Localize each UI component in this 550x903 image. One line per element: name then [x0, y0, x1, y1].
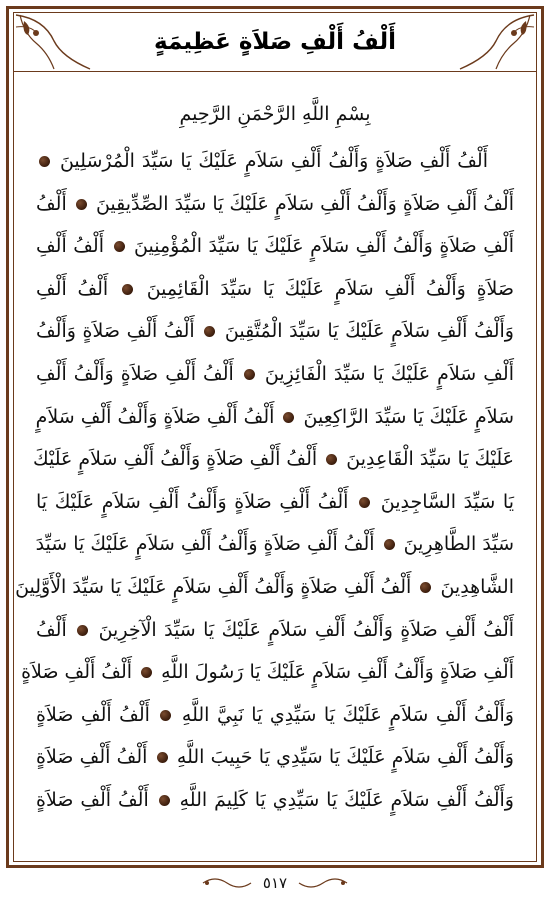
header-title: أَلْفُ أَلْفِ صَلاَةٍ عَظِيمَةٍ — [154, 28, 396, 55]
litany-phrase: سَلاَمٍ عَلَيْكَ يَا سَيِّدَ الرَّاكِعِينَ — [303, 405, 514, 428]
litany-phrase-continuation: أَلْفُ أَلْفِ صَلاَةٍ وَأَلْفُ أَلْفِ سَلاَمٍ عَلَيْكَ — [32, 448, 318, 471]
litany-phrase: أَلْفِ صَلاَةٍ وَأَلْفُ أَلْفِ سَلاَمٍ عَلَيْكَ يَا رَسُولَ اللَّهِ — [161, 661, 514, 684]
litany-line — [36, 396, 514, 439]
litany-phrase-continuation: أَلْفُ أَلْفِ — [36, 235, 104, 258]
litany-phrase: يَا سَيِّدَ السَّاجِدِينَ — [380, 490, 514, 513]
basmala-calligraphy — [150, 92, 400, 136]
separator-dot-icon — [141, 667, 152, 678]
litany-line — [36, 268, 514, 311]
litany-phrase: الشَّاهِدِينَ — [440, 575, 514, 598]
litany-phrase: وَأَلْفُ أَلْفِ سَلاَمٍ عَلَيْكَ يَا سَيِّدِي يَا نَبِيَّ اللَّهِ — [181, 703, 514, 726]
separator-dot-icon — [77, 625, 88, 636]
page-number: ٥١٧ — [262, 874, 288, 892]
litany-phrase-continuation: أَلْفُ أَلْفِ صَلاَةٍ وَأَلْفُ أَلْفِ سَلاَمٍ عَلَيْكَ يَا سَيِّدَ — [35, 533, 375, 556]
litany-line — [36, 609, 514, 652]
litany-line — [15, 566, 514, 609]
footer-ornament-right — [297, 877, 349, 889]
litany-phrase-continuation: أَلْفُ أَلْفِ صَلاَةٍ — [36, 746, 148, 769]
litany-line — [36, 523, 514, 566]
litany-line — [36, 225, 514, 268]
separator-dot-icon — [283, 412, 294, 423]
litany-text — [15, 140, 515, 870]
separator-dot-icon — [384, 539, 395, 550]
litany-line — [36, 310, 514, 353]
litany-line — [36, 183, 514, 226]
litany-phrase-continuation: أَلْفُ — [36, 192, 67, 215]
litany-phrase: عَلَيْكَ يَا سَيِّدَ الْقَاعِدِينَ — [346, 448, 514, 471]
litany-line — [36, 353, 514, 396]
litany-phrase-continuation: أَلْفُ أَلْفِ صَلاَةٍ — [21, 661, 133, 684]
litany-phrase-continuation: أَلْفُ أَلْفِ — [36, 277, 109, 300]
litany-phrase-continuation: أَلْفُ أَلْفِ صَلاَةٍ وَأَلْفُ أَلْفِ سَلاَمٍ عَلَيْكَ يَا — [36, 490, 349, 513]
litany-phrase: أَلْفُ أَلْفِ صَلاَةٍ وَأَلْفُ أَلْفِ سَلاَمٍ عَلَيْكَ يَا سَيِّدَ الصِّدِّيقِينَ — [95, 192, 514, 215]
litany-line — [36, 694, 514, 737]
litany-phrase: صَلاَةٍ وَأَلْفُ أَلْفِ سَلاَمٍ عَلَيْكَ يَا سَيِّدَ الْقَائِمِينَ — [146, 277, 515, 300]
litany-phrase: أَلْفُ أَلْفِ صَلاَةٍ وَأَلْفُ أَلْفِ سَلاَمٍ عَلَيْكَ يَا سَيِّدَ الْمُرْسَلِينَ — [59, 150, 488, 172]
litany-phrase-continuation: أَلْفُ — [36, 618, 67, 641]
litany-phrase: أَلْفِ صَلاَةٍ وَأَلْفُ أَلْفِ سَلاَمٍ عَلَيْكَ يَا سَيِّدَ الْمُؤْمِنِينَ — [134, 235, 514, 258]
footer-ornament-left — [201, 877, 253, 889]
separator-dot-icon — [76, 199, 87, 210]
separator-dot-icon — [420, 582, 431, 593]
litany-phrase-continuation: أَلْفُ أَلْفِ صَلاَةٍ وَأَلْفُ — [36, 320, 195, 343]
separator-dot-icon — [157, 752, 168, 763]
litany-phrase-continuation: أَلْفُ أَلْفِ صَلاَةٍ — [36, 703, 150, 726]
separator-dot-icon — [204, 326, 215, 337]
separator-dot-icon — [39, 156, 50, 167]
page-header — [13, 12, 537, 72]
litany-phrase-continuation: أَلْفُ أَلْفِ صَلاَةٍ وَأَلْفُ أَلْفِ سَلاَمٍ عَلَيْكَ يَا سَيِّدَ الْأَوَّلِينَ — [15, 575, 412, 598]
litany-line — [36, 481, 514, 524]
litany-line — [36, 779, 514, 822]
separator-dot-icon — [244, 369, 255, 380]
separator-dot-icon — [114, 241, 125, 252]
litany-phrase-continuation: أَلْفُ أَلْفِ صَلاَةٍ — [36, 788, 149, 811]
page-footer — [175, 870, 375, 896]
litany-phrase: أَلْفُ أَلْفِ صَلاَةٍ وَأَلْفُ أَلْفِ سَلاَمٍ عَلَيْكَ يَا سَيِّدَ الْآخِرِينَ — [98, 618, 515, 641]
litany-phrase: سَيِّدَ الطَّاهِرِينَ — [403, 533, 514, 556]
separator-dot-icon — [160, 710, 171, 721]
litany-phrase: وَأَلْفُ أَلْفِ سَلاَمٍ عَلَيْكَ يَا سَيِّدِي يَا حَبِيبَ اللَّهِ — [176, 746, 514, 769]
litany-phrase: وَأَلْفُ أَلْفِ سَلاَمٍ عَلَيْكَ يَا سَيِّدِي يَا كَلِيمَ اللَّهِ — [179, 788, 514, 811]
litany-phrase-continuation: أَلْفُ أَلْفِ صَلاَةٍ وَأَلْفُ أَلْفِ — [36, 362, 234, 385]
basmala-text: بِسْمِ اللَّهِ الرَّحْمَنِ الرَّحِيمِ — [179, 103, 371, 125]
litany-line — [36, 140, 514, 183]
separator-dot-icon — [122, 284, 133, 295]
litany-phrase-continuation: أَلْفُ أَلْفِ صَلاَةٍ وَأَلْفُ أَلْفِ سَلاَمٍ — [35, 405, 275, 428]
litany-line — [21, 651, 514, 694]
litany-line — [36, 736, 514, 779]
litany-phrase: وَأَلْفُ أَلْفِ سَلاَمٍ عَلَيْكَ يَا سَيِّدَ الْمُتَّقِينَ — [224, 320, 514, 343]
separator-dot-icon — [159, 795, 170, 806]
separator-dot-icon — [326, 454, 337, 465]
litany-line — [32, 438, 514, 481]
litany-phrase: أَلْفِ سَلاَمٍ عَلَيْكَ يَا سَيِّدَ الْفَائِزِينَ — [264, 362, 514, 385]
separator-dot-icon — [359, 497, 370, 508]
